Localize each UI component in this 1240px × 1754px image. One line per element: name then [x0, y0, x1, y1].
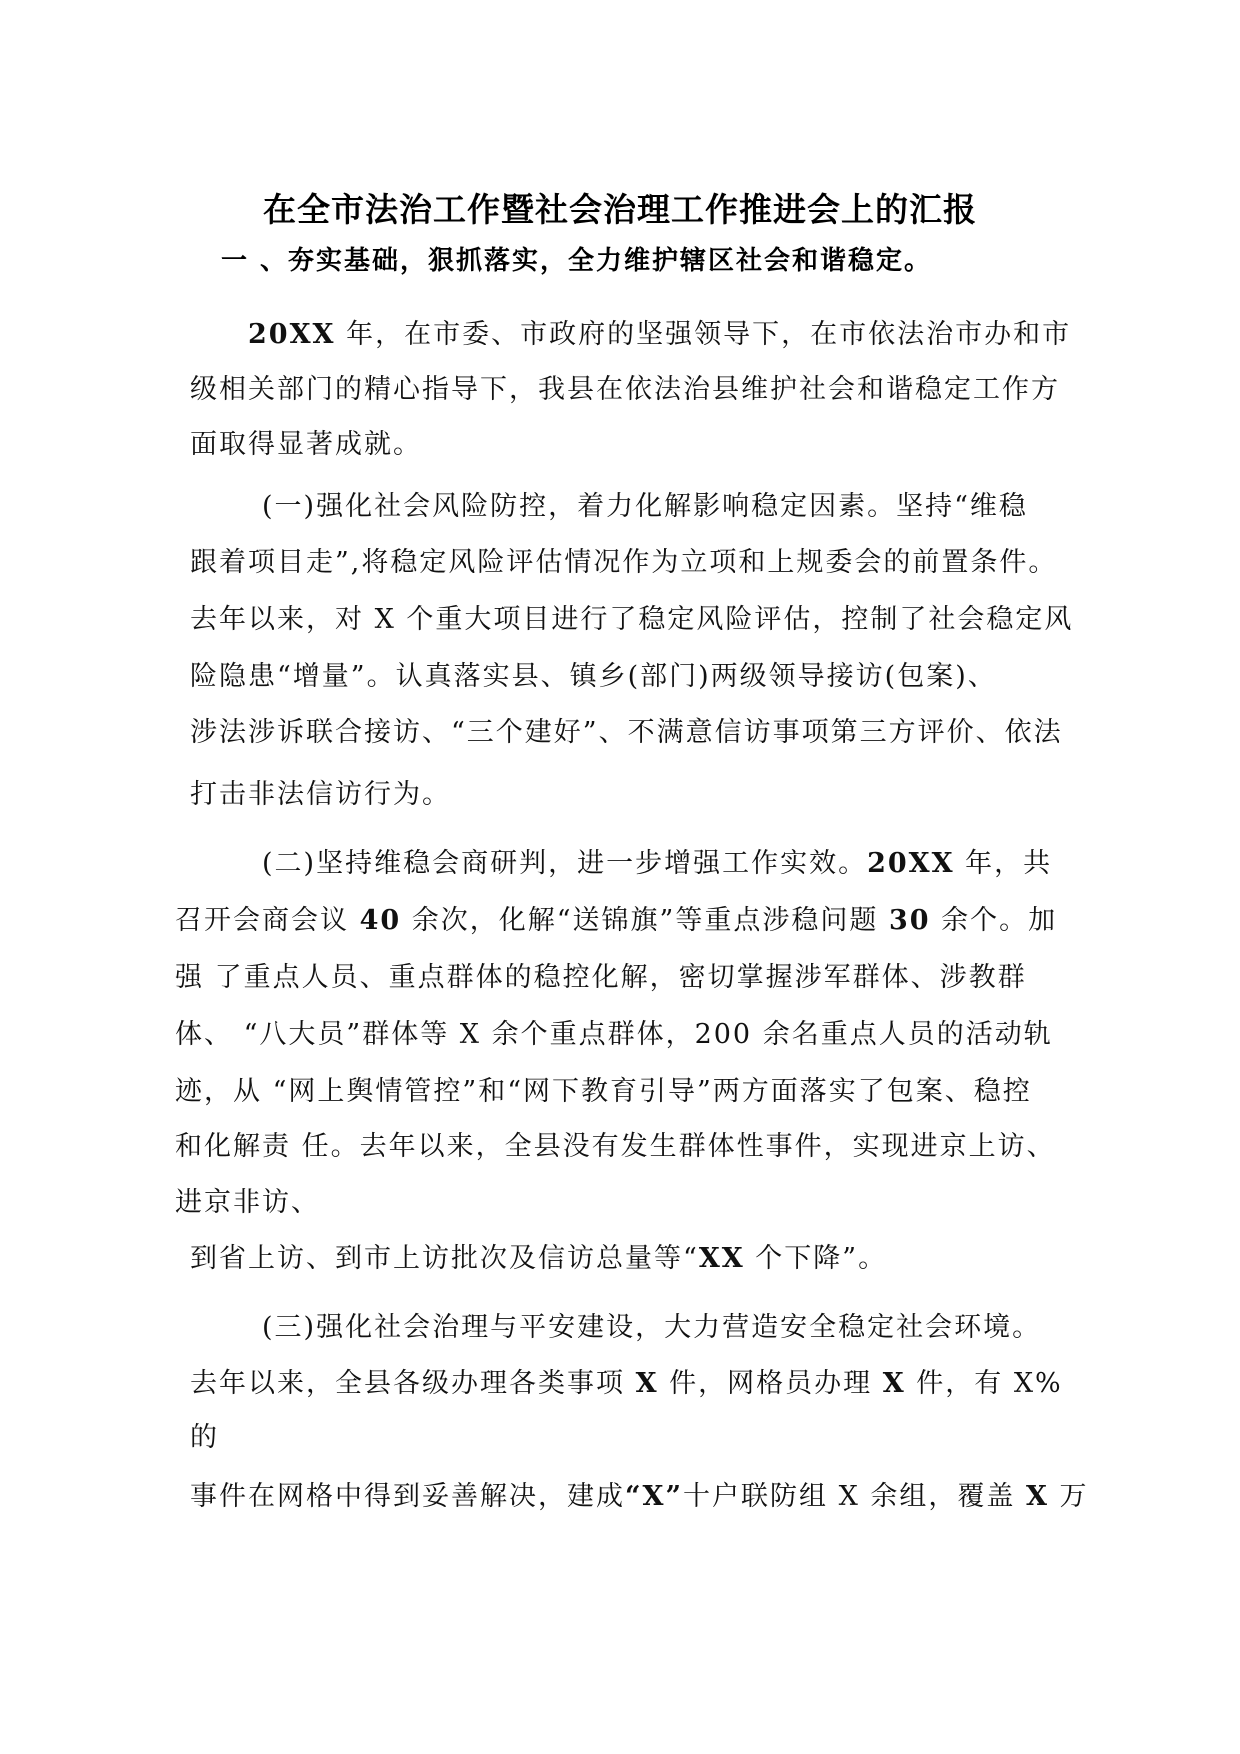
para3-coverage-count: X	[1026, 1481, 1049, 1512]
para2-meeting-count: 40	[359, 905, 402, 936]
para3-line-4-tail: 万	[1048, 1481, 1089, 1512]
para3-line-2	[190, 1367, 1063, 1401]
para2-line-7: 进京非访、	[175, 1187, 320, 1218]
para2-line-2-text: 召开会商会议	[175, 905, 360, 936]
para3-matters-count: X	[635, 1368, 659, 1399]
intro-line-1	[248, 318, 1071, 352]
intro-line-1-text: 年，在市委、市政府的坚强领导下，在市依法治市办和市	[335, 319, 1072, 350]
para2-line-1-text: (二)坚持维稳会商研判，进一步增强工作实效。	[262, 848, 868, 879]
para2-line-2-mid: 余次，化解“送锦旗”等重点涉稳问题	[401, 905, 889, 936]
para3-line-2-tail: 件，有 X%	[905, 1368, 1063, 1399]
para2-line-6: 和化解责 任。去年以来，全县没有发生群体性事件，实现进京上访、	[175, 1131, 1056, 1162]
para2-line-1	[262, 847, 1052, 881]
intro-line-3: 面取得显著成就。	[190, 429, 422, 460]
para2-issue-count: 30	[888, 905, 931, 936]
para2-line-2-tail: 余个。加	[930, 905, 1058, 936]
para2-line-4: 体、 “八大员”群体等 X 余个重点群体，200 余名重点人员的活动轨	[175, 1019, 1053, 1050]
para2-line-3: 强 了重点人员、重点群体的稳控化解，密切掌握涉军群体、涉教群	[175, 962, 1027, 993]
para3-line-1: (三)强化社会治理与平安建设，大力营造安全稳定社会环境。	[262, 1312, 1042, 1343]
para2-line-8-text: 到省上访、到市上访批次及信访总量等“	[190, 1243, 699, 1274]
para3-quote-x: “X”	[625, 1481, 684, 1512]
para1-line-4: 险隐患“增量”。认真落实县、镇乡(部门)两级领导接访(包案)、	[190, 661, 997, 692]
para2-line-5: 迹，从 “网上舆情管控”和“网下教育引导”两方面落实了包案、稳控	[175, 1076, 1032, 1107]
para2-line-2	[175, 904, 1057, 938]
para3-line-3: 的	[190, 1422, 219, 1453]
document-title: 在全市法治工作暨社会治理工作推进会上的汇报	[263, 190, 977, 229]
para3-line-4-text: 事件在网格中得到妥善解决，建成	[190, 1481, 625, 1512]
para3-line-2-mid: 件，网格员办理	[658, 1368, 883, 1399]
para1-line-6: 打击非法信访行为。	[190, 779, 451, 810]
para1-line-1: (一)强化社会风险防控，着力化解影响稳定因素。坚持“维稳	[262, 491, 1028, 522]
para3-line-4-mid: 十户联防组 X 余组，覆盖	[683, 1481, 1026, 1512]
para1-line-2: 跟着项目走”,将稳定风险评估情况作为立项和上规委会的前置条件。	[190, 547, 1058, 578]
para2-line-8-tail: 个下降”。	[744, 1243, 888, 1274]
section-heading: 一 、夯实基础，狠抓落实，全力维护辖区社会和谐稳定。	[221, 246, 933, 276]
para1-line-5: 涉法涉诉联合接访、“三个建好”、不满意信访事项第三方评价、依法	[190, 717, 1063, 748]
para2-line-1-tail: 年，共	[954, 848, 1053, 879]
para2-year: 20XX	[867, 848, 955, 879]
intro-line-2: 级相关部门的精心指导下，我县在依法治县维护社会和谐稳定工作方	[190, 374, 1060, 405]
intro-year: 20XX	[248, 319, 336, 350]
para2-decline-count: XX	[698, 1243, 745, 1274]
para2-line-8	[190, 1242, 887, 1276]
para3-line-4	[190, 1480, 1089, 1514]
para3-grid-count: X	[882, 1368, 906, 1399]
para1-line-3: 去年以来，对 X 个重大项目进行了稳定风险评估，控制了社会稳定风	[190, 604, 1074, 635]
para3-line-2-text: 去年以来，全县各级办理各类事项	[190, 1368, 636, 1399]
